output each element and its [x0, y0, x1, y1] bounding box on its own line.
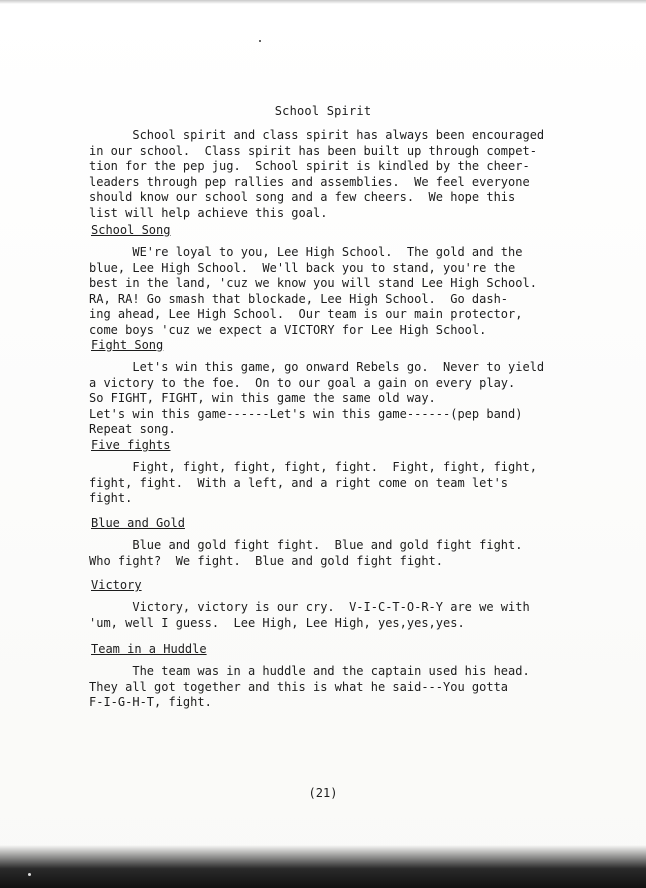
- section-heading-team-in-a-huddle: Team in a Huddle: [91, 642, 207, 656]
- scan-speck: [28, 873, 31, 876]
- section-heading-school-song: School Song: [91, 223, 171, 237]
- text-line: Fight, fight, fight, fight, fight. Fight, fight, fight,: [89, 460, 537, 474]
- section-heading-five-fights: Five fights: [91, 438, 171, 452]
- section-heading-fight-song: Fight Song: [91, 338, 164, 352]
- intro-paragraph: [89, 128, 569, 222]
- text-line: tion for the pep jug. School spirit is kindled by the cheer-: [89, 159, 530, 174]
- text-line: fight.: [89, 491, 133, 506]
- text-line: in our school. Class spirit has been built up through compet-: [89, 143, 537, 158]
- text-line: So FIGHT, FIGHT, win this game the same old way.: [89, 391, 436, 406]
- text-line: Let's win this game, go onward Rebels go. Never to yield: [89, 360, 545, 374]
- text-line: Repeat song.: [89, 422, 176, 437]
- team-in-a-huddle-paragraph: [89, 664, 569, 711]
- text-line: WE're loyal to you, Lee High School. The gold and the: [89, 245, 523, 259]
- text-line: RA, RA! Go smash that blockade, Lee High School. Go dash-: [89, 291, 509, 306]
- school-song-paragraph: [89, 245, 569, 339]
- scan-bottom-edge: [0, 845, 646, 888]
- scan-speck: [259, 40, 261, 42]
- text-line: They all got together and this is what he said---You gotta: [89, 679, 509, 694]
- text-line: should know our school song and a few cheers. We hope this: [89, 190, 516, 205]
- blue-and-gold-paragraph: [89, 538, 569, 569]
- victory-paragraph: [89, 600, 569, 631]
- text-line: ing ahead, Lee High School. Our team is our main protector,: [89, 307, 523, 322]
- text-line: Let's win this game------Let's win this game------(pep band): [89, 406, 523, 421]
- text-line: 'um, well I guess. Lee High, Lee High, yes,yes,yes.: [89, 615, 465, 630]
- page-title: School Spirit: [274, 104, 372, 118]
- section-heading-victory: Victory: [91, 578, 142, 592]
- text-line: F-I-G-H-T, fight.: [89, 695, 212, 710]
- five-fights-paragraph: [89, 460, 569, 507]
- fight-song-paragraph: [89, 360, 569, 438]
- text-line: best in the land, 'cuz we know you will stand Lee High School.: [89, 276, 537, 291]
- text-line: a victory to the foe. On to our goal a gain on every play.: [89, 375, 516, 390]
- text-line: leaders through pep rallies and assemblies. We feel everyone: [89, 174, 530, 189]
- text-line: blue, Lee High School. We'll back you to stand, you're the: [89, 260, 516, 275]
- text-line: School spirit and class spirit has always been encouraged: [89, 128, 545, 142]
- page-number: (21): [308, 786, 338, 800]
- text-line: The team was in a huddle and the captain used his head.: [89, 664, 530, 678]
- text-line: Victory, victory is our cry. V-I-C-T-O-R-Y are we with: [89, 600, 530, 614]
- text-line: list will help achieve this goal.: [89, 205, 328, 220]
- text-line: fight, fight. With a left, and a right come on team let's: [89, 475, 509, 490]
- section-heading-blue-and-gold: Blue and Gold: [91, 516, 185, 530]
- scan-top-edge: [0, 0, 646, 4]
- text-line: Blue and gold fight fight. Blue and gold fight fight.: [89, 538, 523, 552]
- text-line: come boys 'cuz we expect a VICTORY for Lee High School.: [89, 322, 487, 337]
- text-line: Who fight? We fight. Blue and gold fight fight.: [89, 553, 444, 568]
